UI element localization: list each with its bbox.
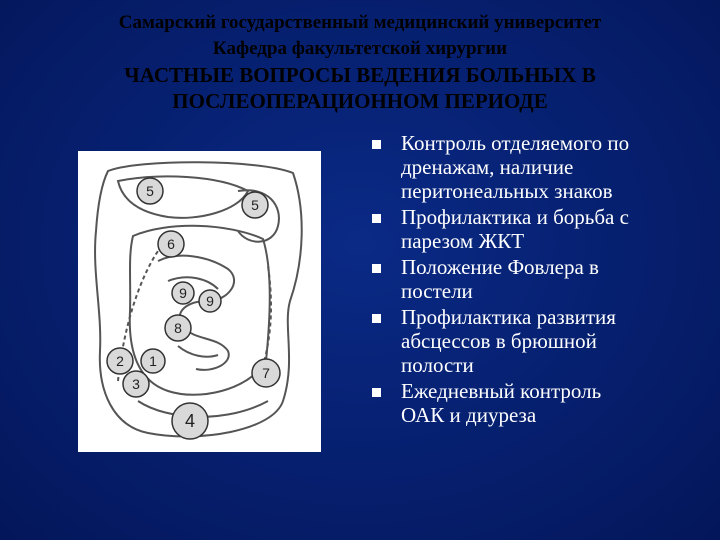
bullet-text-line: дренажам, наличие xyxy=(401,155,574,179)
bullet-text-line: перитонеальных знаков xyxy=(401,179,613,203)
region-label: 5 xyxy=(146,183,154,199)
small-intestine-coil-1 xyxy=(158,256,234,370)
bullet-text-line: Ежедневный контроль xyxy=(401,379,602,403)
square-bullet-icon xyxy=(372,140,381,149)
bullet-item-abscess-prevention xyxy=(368,305,698,377)
square-bullet-icon xyxy=(372,264,381,273)
bullet-item-paresis-prevention xyxy=(368,205,698,253)
region-label: 7 xyxy=(262,365,270,381)
region-label: 8 xyxy=(174,320,182,336)
bullet-text-line: Контроль отделяемого по xyxy=(401,131,630,155)
slide-title-line-1: ЧАСТНЫЕ ВОПРОСЫ ВЕДЕНИЯ БОЛЬНЫХ В xyxy=(124,63,596,87)
bullet-item-fowler-position xyxy=(368,255,698,303)
slide-header xyxy=(0,10,720,114)
liver-outline xyxy=(118,176,248,217)
region-label: 3 xyxy=(132,376,140,392)
abdominal-anatomy-drawing xyxy=(78,151,321,452)
bullet-item-drain-control xyxy=(368,131,698,203)
abdominal-cavity-diagram xyxy=(78,151,321,452)
region-label: 6 xyxy=(167,236,175,252)
bullet-item-daily-control xyxy=(368,379,698,427)
bullet-text-line: полости xyxy=(401,353,474,377)
square-bullet-icon xyxy=(372,314,381,323)
region-label: 4 xyxy=(184,411,196,431)
bullet-text-line: Профилактика развития xyxy=(401,305,616,329)
bullet-text-line: постели xyxy=(401,279,473,303)
bullet-list xyxy=(368,131,698,429)
bullet-text-line: абсцессов в брюшной xyxy=(401,329,597,353)
bullet-text-line: Положение Фовлера в xyxy=(401,255,599,279)
bullet-text-line: ОАК и диуреза xyxy=(401,403,537,427)
region-label: 9 xyxy=(206,293,214,309)
region-label: 2 xyxy=(116,353,124,369)
bullet-text-line: Профилактика и борьба с xyxy=(401,205,629,229)
square-bullet-icon xyxy=(372,388,381,397)
university-name: Самарский государственный медицинский университет xyxy=(118,12,602,33)
region-label: 1 xyxy=(149,353,157,369)
square-bullet-icon xyxy=(372,214,381,223)
region-label: 9 xyxy=(179,285,187,301)
region-label: 5 xyxy=(251,197,259,213)
bullet-text-line: парезом ЖКТ xyxy=(401,229,525,253)
department-name: Кафедра факультетской хирургии xyxy=(212,38,508,59)
slide-title-line-2: ПОСЛЕОПЕРАЦИОННОМ ПЕРИОДЕ xyxy=(172,89,548,113)
